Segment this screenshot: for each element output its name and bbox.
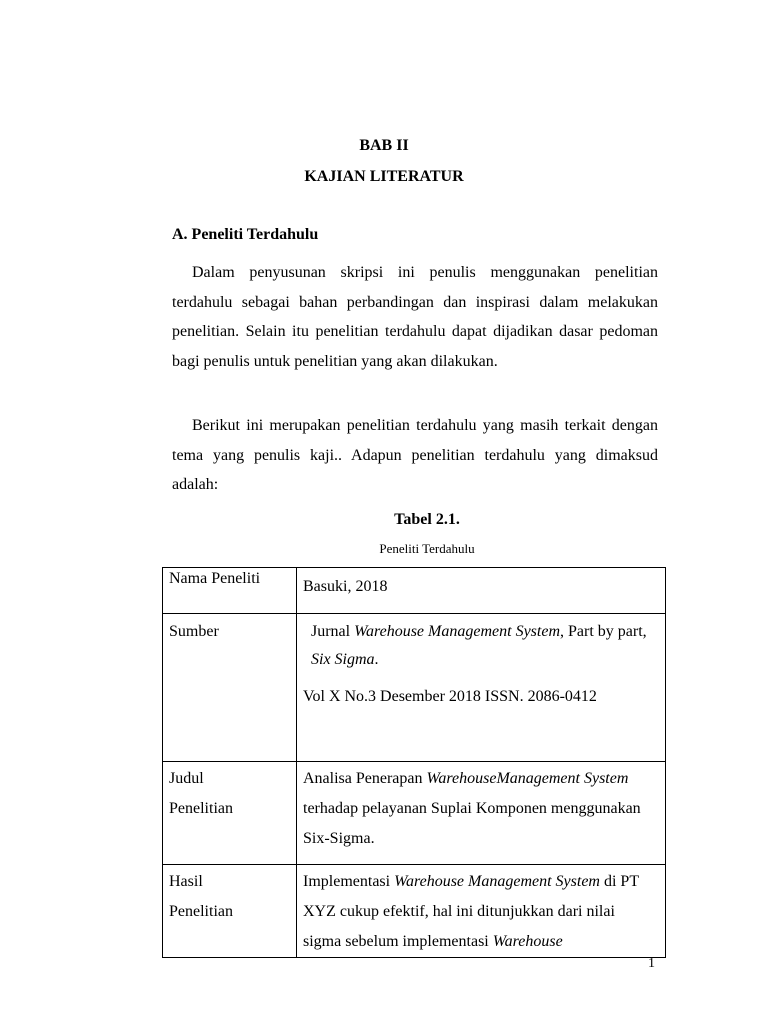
table-row: [163, 865, 666, 958]
chapter-number: BAB II: [359, 137, 409, 154]
row-value-judul-penelitian: Analisa Penerapan WarehouseManagement System terhadap pelayanan Suplai Komponen menggunakan Six-Sigma.: [297, 762, 666, 865]
row-value-sumber: Jurnal Warehouse Management System, Part by part, Six Sigma. Vol X No.3 Desember 2018 ISSN. 2086-0412: [297, 614, 666, 762]
row-label-judul-penelitian: Judul Penelitian: [163, 762, 297, 865]
row-value-hasil-penelitian: Implementasi Warehouse Management System di PT XYZ cukup efektif, hal ini ditunjukkan dari nilai sigma sebelum implementasi Warehouse: [297, 865, 666, 958]
row-label-hasil-penelitian: Hasil Penelitian: [163, 865, 297, 958]
previous-research-table: [162, 567, 666, 958]
table-row: [163, 762, 666, 865]
row-label-nama-peneliti: Nama Peneliti: [163, 568, 297, 614]
table-caption: Tabel 2.1.: [394, 511, 460, 528]
paragraph-1: Dalam penyusunan skripsi ini penulis menggunakan penelitian terdahulu sebagai bahan perbandingan dan inspirasi dalam melakukan penelitian. Selain itu penelitian terdahulu dapat dijadikan dasar pedoman bagi penulis untuk penelitian yang akan dilakukan.: [172, 264, 658, 370]
table-row: [163, 568, 666, 614]
paragraph-2: Berikut ini merupakan penelitian terdahulu yang masih terkait dengan tema yang penulis kaji.. Adapun penelitian terdahulu yang dimaksud adalah:: [172, 417, 658, 493]
section-title: A. Peneliti Terdahulu: [172, 226, 319, 243]
row-value-nama-peneliti: Basuki, 2018: [297, 568, 666, 614]
chapter-title: KAJIAN LITERATUR: [304, 168, 464, 185]
row-label-sumber: Sumber: [163, 614, 297, 762]
table-subcaption: Peneliti Terdahulu: [379, 541, 475, 556]
page-number: 1: [648, 956, 655, 971]
journal-volume: Vol X No.3 Desember 2018 ISSN. 2086-0412: [303, 688, 597, 705]
table-row: [163, 614, 666, 762]
